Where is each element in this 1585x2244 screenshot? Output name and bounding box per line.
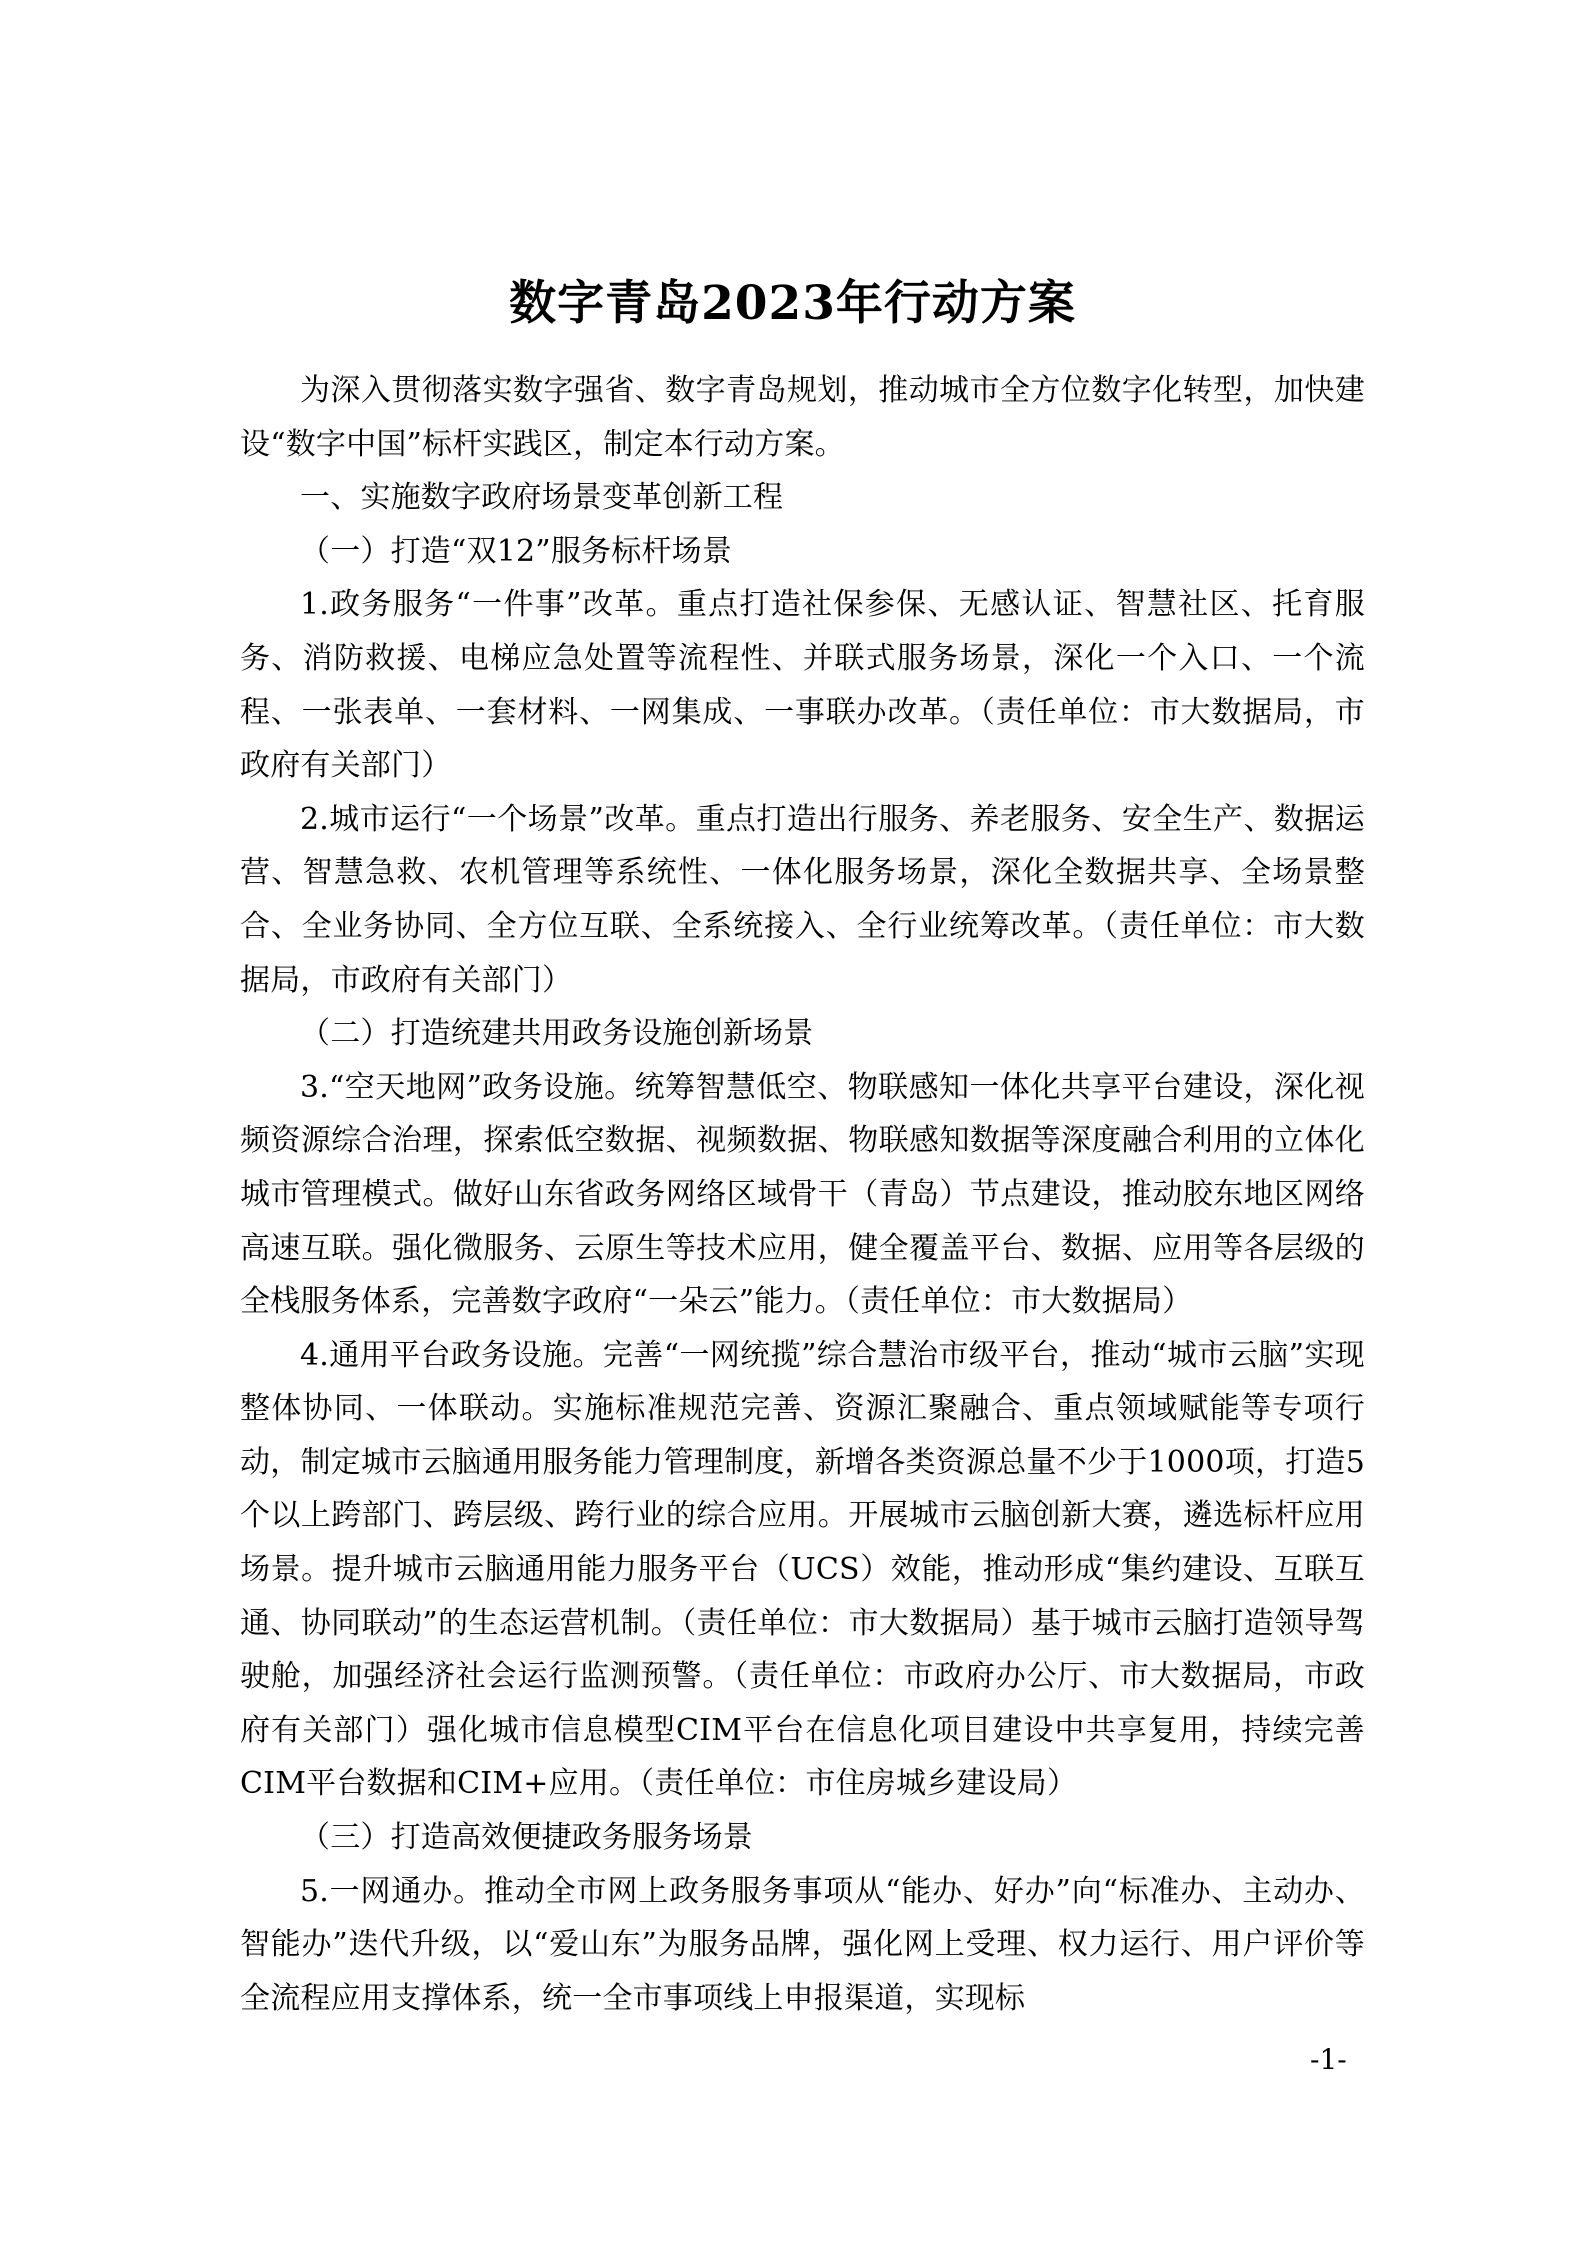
body-paragraph: 3.“空天地网”政务设施。统筹智慧低空、物联感知一体化共享平台建设，深化视频资源综合治理，探索低空数据、视频数据、物联感知数据等深度融合利用的立体化城市管理模式。做好山东省政务网络区域骨干（青岛）节点建设，推动胶东地区网络高速互联。强化微服务、云原生等技术应用，健全覆盖平台、数据、应用等各层级的全栈服务体系，完善数字政府“一朵云”能力。（责任单位：市大数据局）: [240, 1069, 1365, 1320]
subsection-heading: （二）打造统建共用政务设施创新场景: [300, 1016, 814, 1052]
body-paragraph: 1.政务服务“一件事”改革。重点打造社保参保、无感认证、智慧社区、托育服务、消防救援、电梯应急处置等流程性、并联式服务场景，深化一个入口、一个流程、一张表单、一套材料、一网集成、一事联办改革。（责任单位：市大数据局，市政府有关部门）: [240, 587, 1365, 784]
document-title: 数字青岛2023年行动方案: [509, 276, 1076, 332]
body-paragraph: 5.一网通办。推动全市网上政务服务事项从“能办、好办”向“标准办、主动办、智能办”迭代升级，以“爱山东”为服务品牌，强化网上受理、权力运行、用户评价等全流程应用支撑体系，统一全市事项线上申报渠道，实现标: [240, 1873, 1365, 2016]
body-paragraph: 2.城市运行“一个场景”改革。重点打造出行服务、养老服务、安全生产、数据运营、智慧急救、农机管理等系统性、一体化服务场景，深化全数据共享、全场景整合、全业务协同、全方位互联、全系统接入、全行业统筹改革。（责任单位：市大数据局，市政府有关部门）: [240, 801, 1365, 998]
page-number: -1-: [1310, 2043, 1347, 2076]
subsection-heading: （一）打造“双12”服务标杆场景: [300, 533, 733, 569]
intro-paragraph: 为深入贯彻落实数字强省、数字青岛规划，推动城市全方位数字化转型，加快建设“数字中国”标杆实践区，制定本行动方案。: [240, 373, 1365, 462]
section-heading: 一、实施数字政府场景变革创新工程: [300, 480, 784, 516]
document-body: [240, 364, 1365, 2025]
body-paragraph: 4.通用平台政务设施。完善“一网统揽”综合慧治市级平台，推动“城市云脑”实现整体协同、一体联动。实施标准规范完善、资源汇聚融合、重点领域赋能等专项行动，制定城市云脑通用服务能力管理制度，新增各类资源总量不少于1000项，打造5个以上跨部门、跨层级、跨行业的综合应用。开展城市云脑创新大赛，遴选标杆应用场景。提升城市云脑通用能力服务平台（UCS）效能，推动形成“集约建设、互联互通、协同联动”的生态运营机制。（责任单位：市大数据局）基于城市云脑打造领导驾驶舱，加强经济社会运行监测预警。（责任单位：市政府办公厅、市大数据局，市政府有关部门）强化城市信息模型CIM平台在信息化项目建设中共享复用，持续完善CIM平台数据和CIM+应用。（责任单位：市住房城乡建设局）: [240, 1337, 1365, 1802]
subsection-heading: （三）打造高效便捷政务服务场景: [300, 1820, 753, 1856]
